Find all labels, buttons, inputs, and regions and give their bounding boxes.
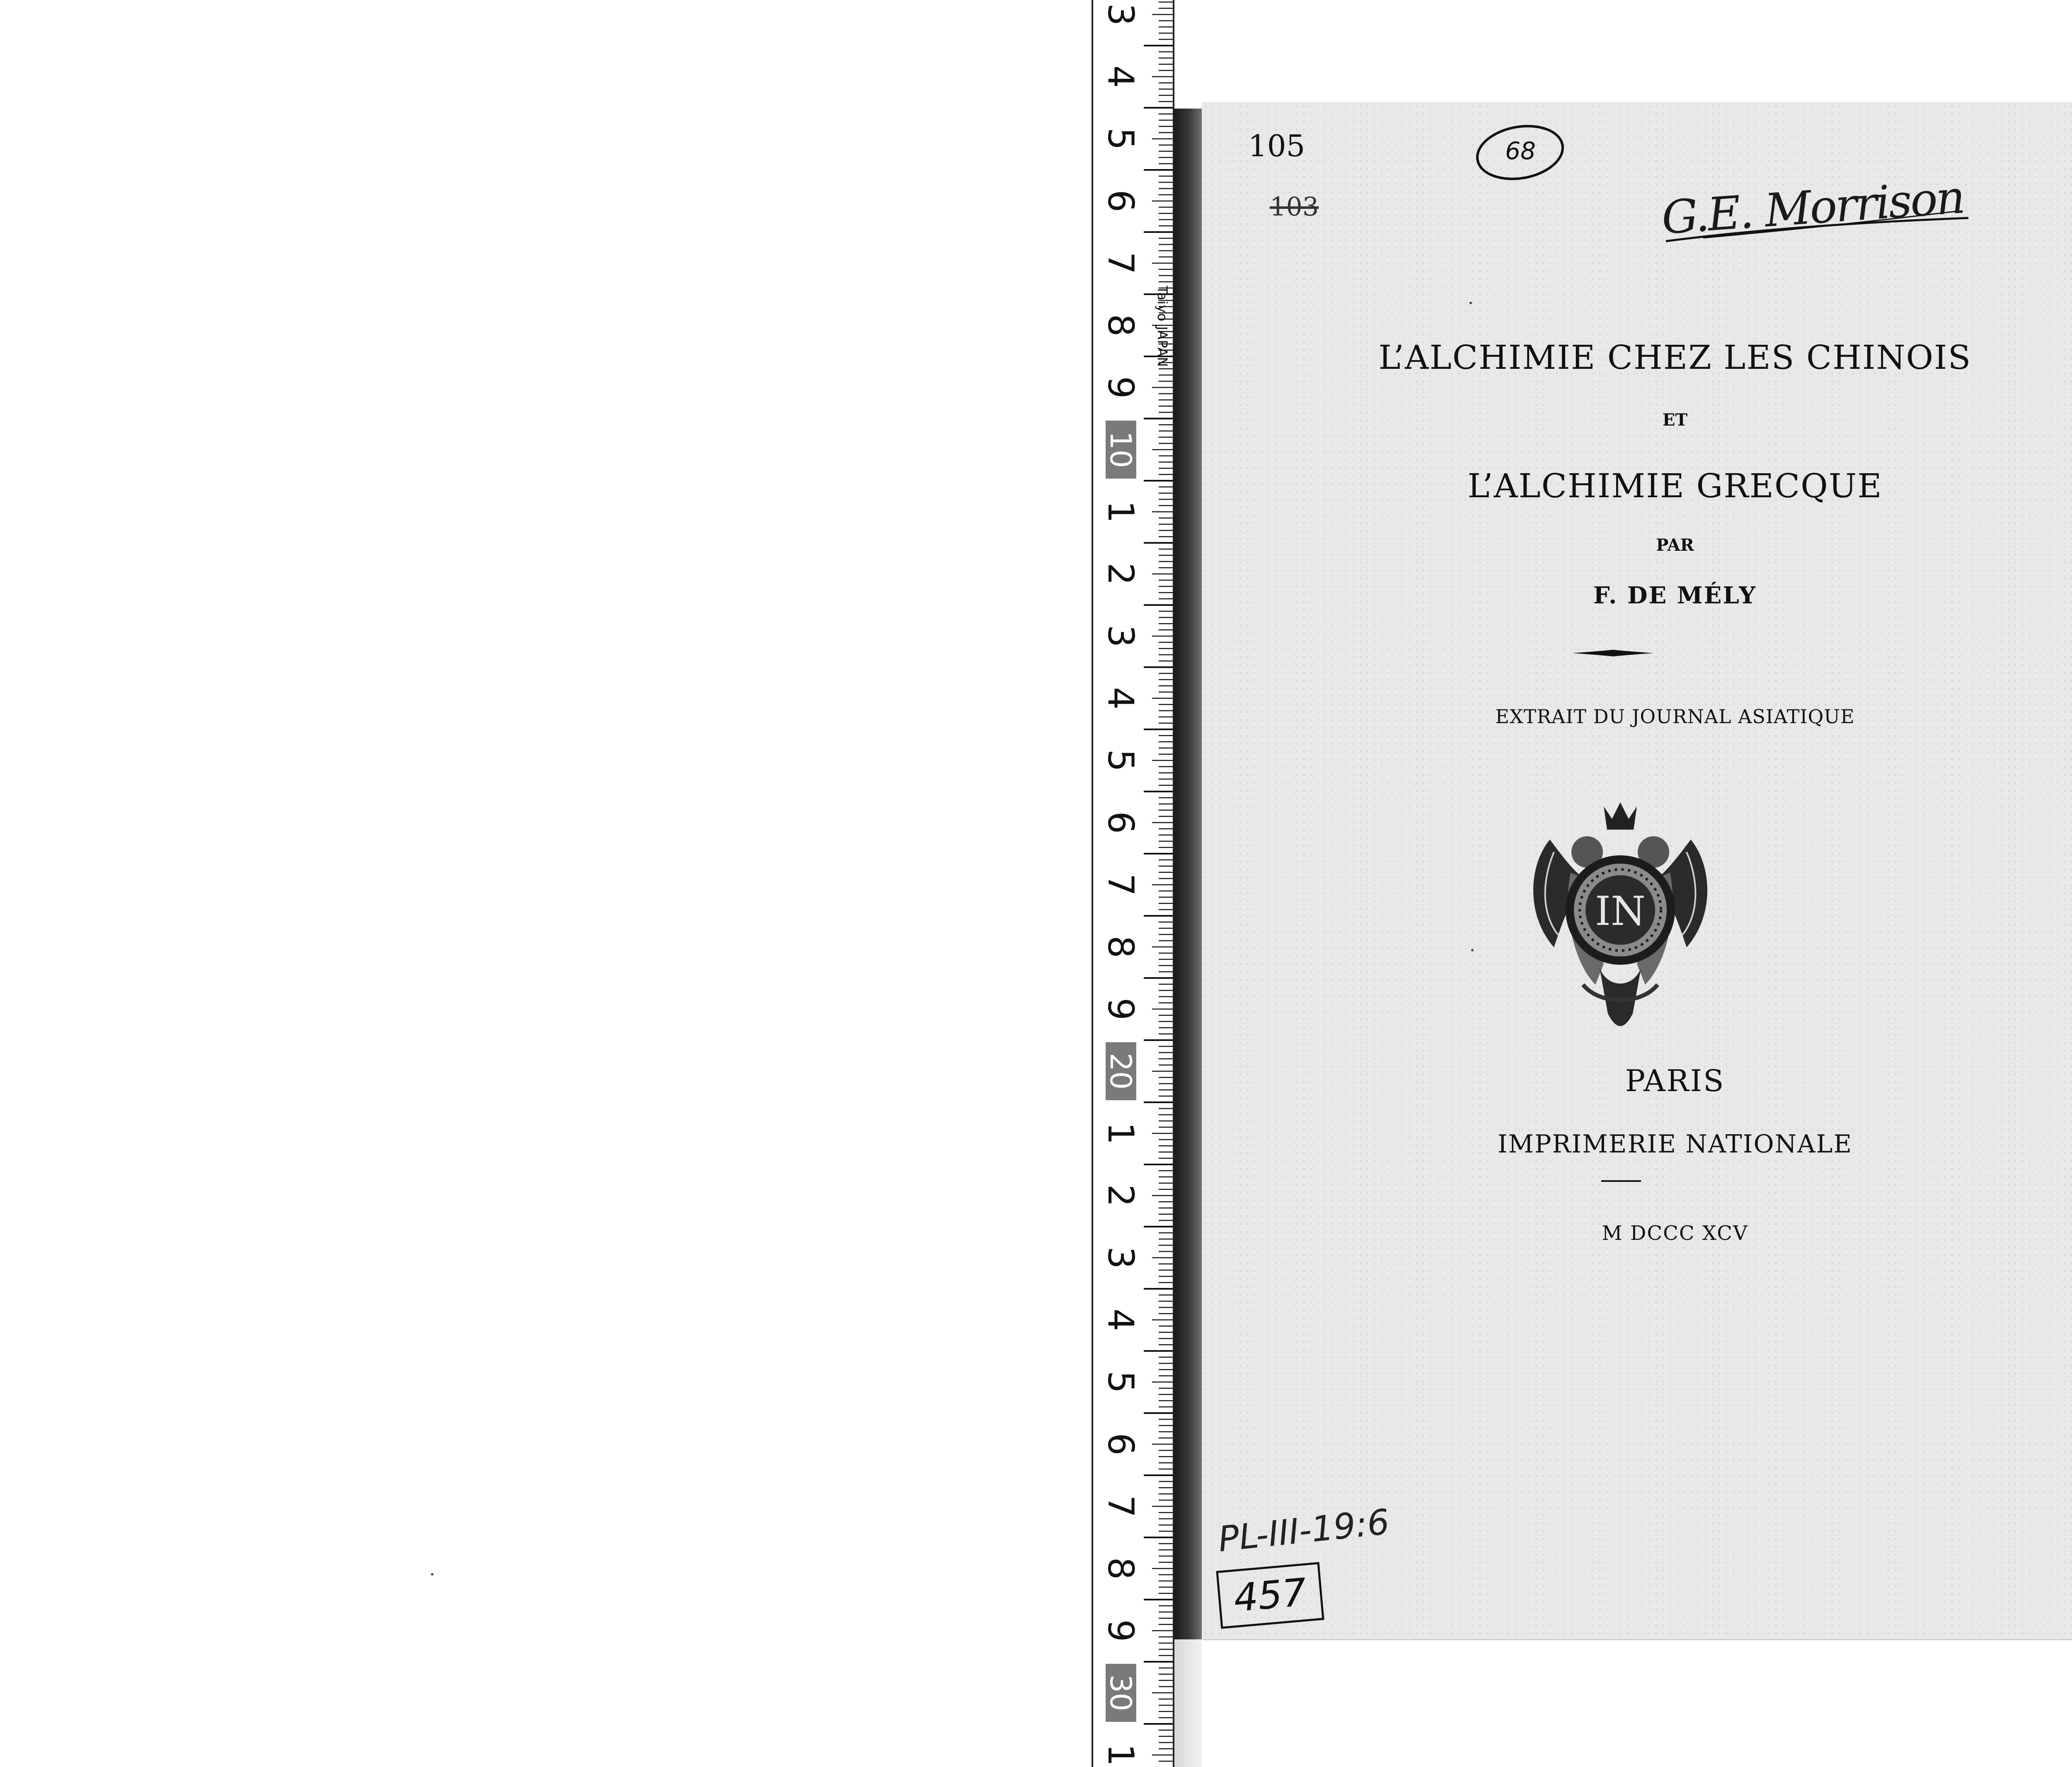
ruler-label: 7 <box>1100 1495 1141 1518</box>
ruler-label: 1 <box>1100 1743 1141 1767</box>
ornamental-rule <box>1571 648 1654 658</box>
ruler-label: 2 <box>1100 562 1141 586</box>
ruler-label: 4 <box>1100 65 1141 88</box>
ruler-label: 30 <box>1104 1674 1138 1711</box>
ruler-label: 1 <box>1100 500 1141 523</box>
title-page <box>1202 102 2072 1639</box>
ruler-label: 20 <box>1104 1053 1138 1090</box>
ruler-label: 9 <box>1100 997 1141 1021</box>
ruler-label: 6 <box>1100 811 1141 834</box>
measuring-ruler <box>1092 0 1174 1767</box>
dust-speck <box>1471 949 1474 951</box>
author-prefix: PAR <box>1656 535 1694 555</box>
ruler-label: 10 <box>1104 431 1138 468</box>
struck-old-number: 103 <box>1270 191 1319 222</box>
book-spine-edge <box>1174 109 1202 1639</box>
lot-number: 68 <box>1505 137 1536 165</box>
ruler-label: 4 <box>1100 1308 1141 1331</box>
extract-note: EXTRAIT DU JOURNAL ASIATIQUE <box>1495 705 1855 728</box>
ruler-label: 9 <box>1100 376 1141 399</box>
ruler-label: 7 <box>1100 873 1141 896</box>
author-name: F. DE MÉLY <box>1593 582 1757 609</box>
ruler-label: 8 <box>1100 1557 1141 1580</box>
ruler-label: 1 <box>1100 1122 1141 1145</box>
ruler-label: 6 <box>1100 1433 1141 1456</box>
imprint-date: M DCCC XCV <box>1602 1222 1748 1245</box>
ruler-label: 5 <box>1100 1370 1141 1394</box>
ruler-label: 3 <box>1100 625 1141 648</box>
ruler-label: 9 <box>1100 1619 1141 1642</box>
imprint-divider <box>1601 1180 1641 1182</box>
imprint-publisher: IMPRIMERIE NATIONALE <box>1497 1130 1853 1159</box>
owner-signature: G.E. Morrison <box>1660 170 1965 244</box>
dust-speck <box>431 1573 433 1576</box>
book-spine-foot <box>1174 1639 1202 1767</box>
title-line-1: L’ALCHIMIE CHEZ LES CHINOIS <box>1378 338 1972 377</box>
emblem-monogram: IN <box>1595 888 1646 934</box>
ruler-label: 5 <box>1100 127 1141 150</box>
ruler-label: 2 <box>1100 1184 1141 1207</box>
ruler-label: 3 <box>1100 3 1141 26</box>
ruler-label: 8 <box>1100 935 1141 959</box>
ruler-brand-label: Taiyo JAPAN <box>1155 286 1170 368</box>
ruler-label: 6 <box>1100 189 1141 213</box>
imprint-city: PARIS <box>1625 1063 1725 1098</box>
title-line-2: L’ALCHIMIE GRECQUE <box>1467 467 1883 505</box>
ruler-label: 8 <box>1100 314 1141 337</box>
ruler-label: 7 <box>1100 252 1141 275</box>
shelf-number: 105 <box>1248 128 1305 163</box>
boxed-accession-number: 457 <box>1216 1562 1324 1629</box>
imprimerie-nationale-emblem <box>1525 790 1716 1038</box>
ruler-scale <box>1093 0 1173 1767</box>
ruler-label: 3 <box>1100 1246 1141 1269</box>
library-call-number: PL-III-19:6 <box>1216 1501 1392 1560</box>
ruler-label: 5 <box>1100 749 1141 772</box>
ruler-label: 4 <box>1100 687 1141 710</box>
title-connector: ET <box>1662 410 1688 430</box>
dust-speck <box>1469 302 1472 304</box>
